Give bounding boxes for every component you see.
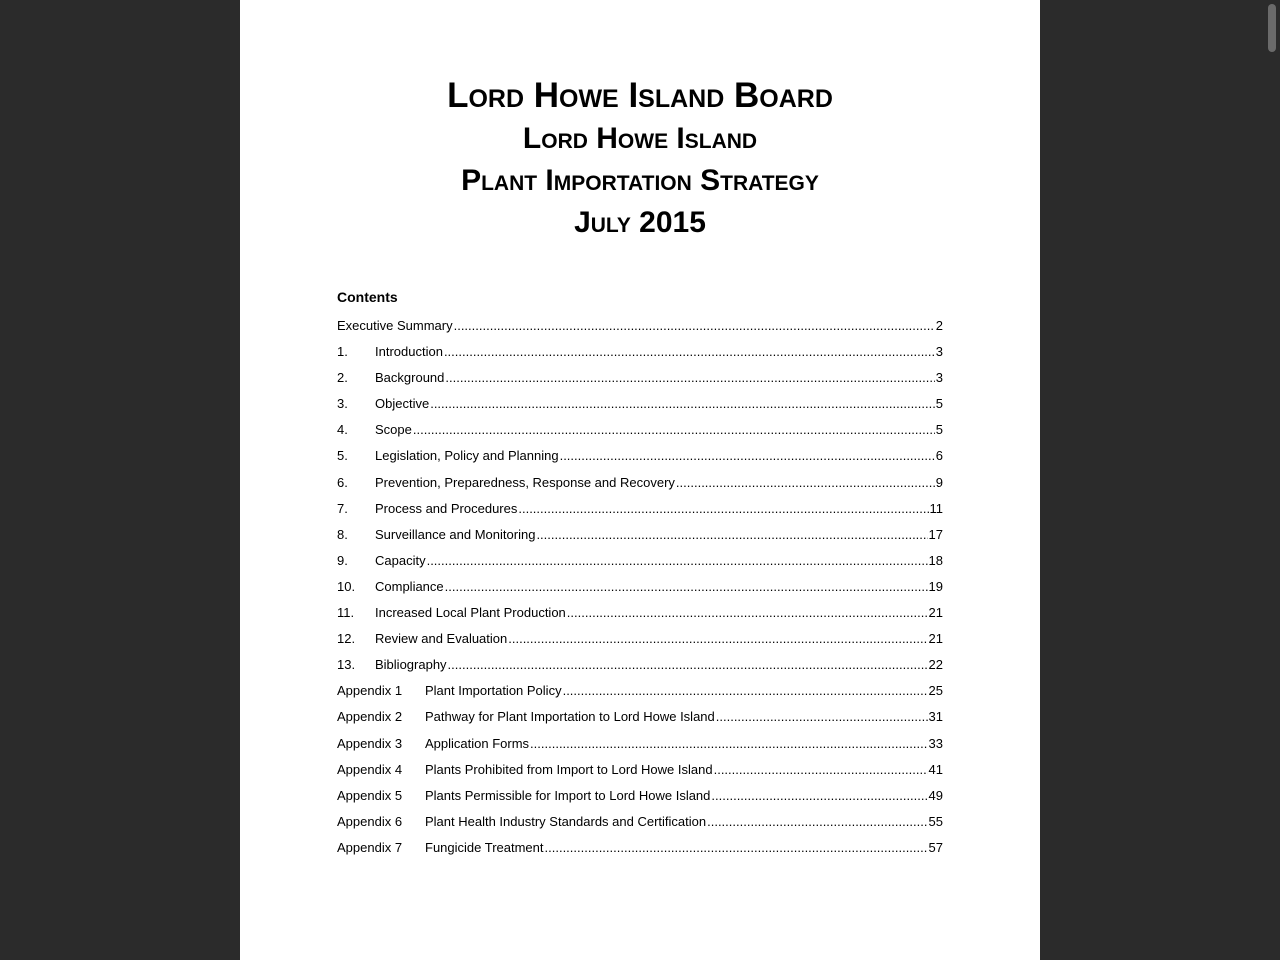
toc-entry-title: Objective (375, 396, 430, 412)
toc-appendix-label: Appendix 7 (337, 839, 403, 855)
toc-page-number: 6 (935, 448, 943, 464)
toc-entry[interactable] (337, 501, 943, 527)
toc-entry-title: Process and Procedures (375, 500, 518, 516)
toc-dot-leader (545, 840, 928, 855)
toc-page-number: 3 (935, 344, 943, 360)
toc-page-number: 21 (928, 605, 943, 621)
toc-page-number: 5 (935, 422, 943, 438)
toc-page-number: 17 (928, 526, 943, 542)
toc-section-number: 5. (337, 448, 348, 464)
toc-section-number: 8. (337, 526, 348, 542)
toc-entry-title: Bibliography (375, 657, 447, 673)
toc-entry[interactable] (337, 396, 943, 422)
toc-page-number: 57 (928, 839, 943, 855)
toc-dot-leader (536, 527, 927, 542)
toc-entry-title: Pathway for Plant Importation to Lord Howe Island (425, 709, 715, 725)
toc-section-number: 6. (337, 474, 348, 490)
toc-page-number: 55 (928, 813, 943, 829)
toc-page-number: 49 (928, 787, 943, 803)
toc-section-number: 10. (337, 578, 356, 594)
toc-section-number: 1. (337, 344, 348, 360)
toc-page-number: 11 (929, 500, 943, 516)
toc-page-number: 21 (928, 631, 943, 647)
toc-section-number: 12. (337, 631, 356, 647)
toc-entry-title: Plant Importation Policy (425, 683, 562, 699)
toc-appendix-label: Appendix 4 (337, 761, 403, 777)
toc-page-number: 3 (935, 370, 943, 386)
title-line-strategy: Plant Importation Strategy (461, 164, 819, 197)
toc-dot-leader (714, 762, 928, 777)
toc-page-number: 18 (928, 552, 943, 568)
toc-entry-title: Application Forms (425, 735, 530, 751)
toc-page-number: 31 (928, 709, 943, 725)
toc-appendix-label: Appendix 6 (337, 813, 403, 829)
contents-heading: Contents (337, 289, 398, 305)
toc-entry-title: Compliance (375, 578, 444, 594)
toc-entry[interactable] (337, 475, 943, 501)
toc-entry[interactable] (337, 370, 943, 396)
toc-entry-title: Review and Evaluation (375, 631, 508, 647)
toc-section-number: 2. (337, 370, 348, 386)
toc-entry[interactable] (337, 814, 943, 840)
toc-entry[interactable] (337, 736, 943, 762)
toc-entry[interactable] (337, 605, 943, 631)
toc-dot-leader (707, 814, 927, 829)
toc-entry[interactable] (337, 422, 943, 448)
document-title (240, 78, 1040, 250)
toc-section-number: 9. (337, 552, 348, 568)
toc-dot-leader (518, 501, 928, 516)
toc-entry[interactable] (337, 762, 943, 788)
toc-dot-leader (430, 396, 935, 411)
toc-entry[interactable] (337, 840, 943, 866)
toc-entry-title: Introduction (375, 344, 443, 360)
toc-appendix-label: Appendix 5 (337, 787, 403, 803)
toc-entry-title: Scope (375, 422, 412, 438)
title-line-board: Lord Howe Island Board (447, 76, 833, 115)
toc-entry[interactable] (337, 448, 943, 474)
toc-entry-title: Background (375, 370, 445, 386)
toc-page-number: 5 (935, 396, 943, 412)
toc-dot-leader (676, 475, 935, 490)
document-page (240, 0, 1040, 960)
toc-dot-leader (716, 709, 928, 724)
toc-entry-title: Increased Local Plant Production (375, 605, 566, 621)
toc-page-number: 9 (935, 474, 943, 490)
toc-dot-leader (530, 736, 927, 751)
toc-page-number: 41 (928, 761, 943, 777)
toc-entry[interactable] (337, 344, 943, 370)
toc-section-number: 11. (337, 605, 355, 621)
toc-section-number: 7. (337, 500, 348, 516)
toc-page-number: 19 (928, 578, 943, 594)
toc-entry[interactable] (337, 527, 943, 553)
toc-dot-leader (454, 318, 935, 333)
toc-entry[interactable] (337, 631, 943, 657)
toc-appendix-label: Appendix 1 (337, 683, 403, 699)
toc-dot-leader (560, 448, 935, 463)
toc-entry-title: Prevention, Preparedness, Response and Recovery (375, 474, 675, 490)
toc-dot-leader (445, 370, 934, 385)
toc-dot-leader (413, 422, 935, 437)
toc-entry-title: Legislation, Policy and Planning (375, 448, 559, 464)
toc-entry-title: Plants Permissible for Import to Lord Howe Island (425, 787, 711, 803)
toc-dot-leader (508, 631, 927, 646)
toc-entry[interactable] (337, 318, 943, 344)
toc-entry-title: Surveillance and Monitoring (375, 526, 536, 542)
toc-dot-leader (444, 344, 935, 359)
toc-section-number: 13. (337, 657, 356, 673)
toc-dot-leader (445, 579, 928, 594)
toc-entry-title: Executive Summary (337, 318, 453, 333)
toc-dot-leader (567, 605, 928, 620)
toc-entry-title: Plant Health Industry Standards and Certification (425, 813, 707, 829)
toc-entry[interactable] (337, 683, 943, 709)
toc-section-number: 3. (337, 396, 348, 412)
toc-page-number: 22 (928, 657, 943, 673)
toc-entry-title: Capacity (375, 552, 426, 568)
toc-dot-leader (448, 657, 928, 672)
toc-page-number: 33 (928, 735, 943, 751)
title-line-date: July 2015 (574, 206, 706, 239)
table-of-contents (337, 318, 943, 866)
toc-appendix-label: Appendix 2 (337, 709, 403, 725)
toc-dot-leader (711, 788, 927, 803)
toc-entry-title: Plants Prohibited from Import to Lord Howe Island (425, 761, 713, 777)
title-line-island: Lord Howe Island (522, 122, 758, 155)
toc-entry[interactable] (337, 709, 943, 735)
toc-section-number: 4. (337, 422, 348, 438)
toc-entry[interactable] (337, 579, 943, 605)
toc-dot-leader (563, 683, 928, 698)
toc-entry[interactable] (337, 788, 943, 814)
toc-entry[interactable] (337, 553, 943, 579)
toc-appendix-label: Appendix 3 (337, 735, 403, 751)
toc-page-number: 2 (935, 318, 943, 333)
vertical-scrollbar[interactable] (1268, 4, 1276, 52)
toc-entry[interactable] (337, 657, 943, 683)
toc-page-number: 25 (928, 683, 943, 699)
toc-entry-title: Fungicide Treatment (425, 839, 544, 855)
toc-dot-leader (427, 553, 928, 568)
